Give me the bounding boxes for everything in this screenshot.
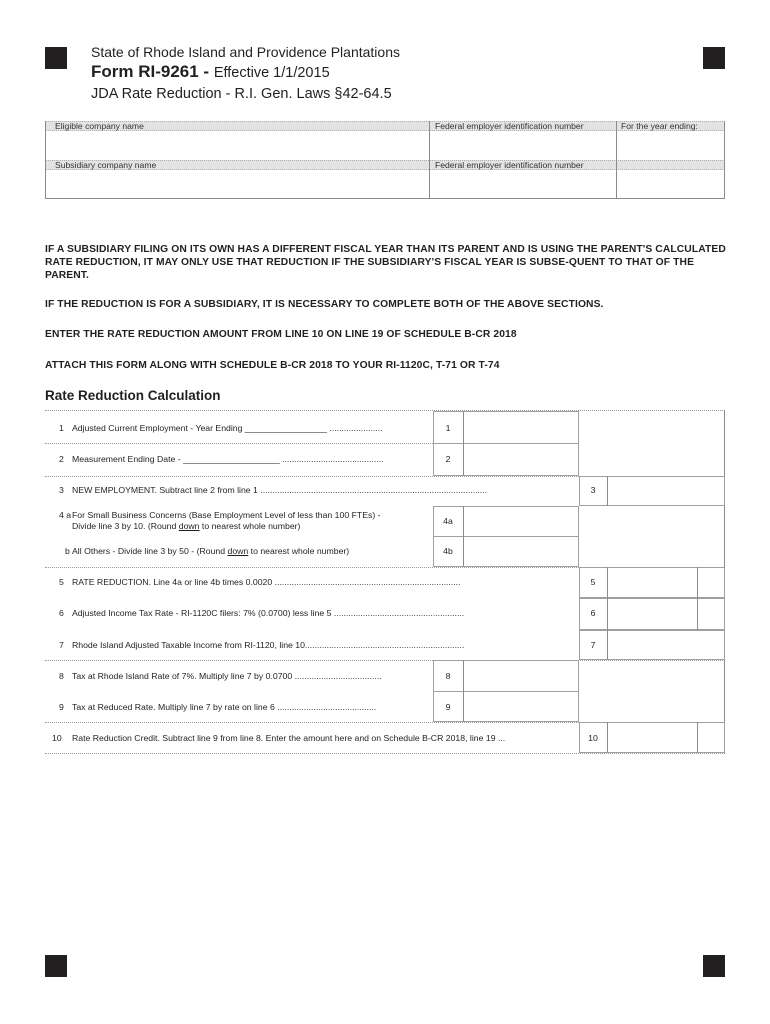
line-1-number: 1: [59, 423, 64, 433]
line-10-box-label: 10: [588, 733, 598, 743]
line-2-box-divider: [463, 443, 464, 476]
eligible-fein-input[interactable]: [431, 133, 614, 159]
line-4a-label-1: For Small Business Concerns (Base Employment Level of less than 100 FTEs) -: [72, 510, 381, 520]
line-10-number: 10: [52, 733, 62, 743]
line-4b-text-end: to nearest whole number): [248, 546, 350, 556]
instruction-subsidiary-fiscal-year: IF A SUBSIDIARY FILING ON ITS OWN HAS A DIFFERENT FISCAL YEAR THAN ITS PARENT AND IS USING THE PARENT'S CALCULATED RATE REDUCTION, IT MAY ONLY USE THAT REDUCTION IF THE SUBSIDIARY'S FISCAL YEAR IS SUBSE-QUENT TO THAT OF THE PARENT.: [45, 244, 726, 281]
line-7-number: 7: [59, 640, 64, 650]
form-subtitle: JDA Rate Reduction - R.I. Gen. Laws §42-64.5: [91, 86, 392, 102]
line-6-box-label: 6: [590, 608, 596, 618]
line-3-box-divider: [607, 476, 608, 506]
line-5-amount-field[interactable]: [579, 567, 725, 598]
line-4b-number: b: [65, 546, 70, 556]
line-10-label: Rate Reduction Credit. Subtract line 9 from line 8. Enter the amount here and on Schedule B-CR 2018, line 19 ...: [72, 733, 506, 743]
line-8-number: 8: [59, 671, 64, 681]
line-10-amount-field[interactable]: [579, 722, 725, 753]
line-4b-down: down: [227, 546, 249, 556]
fein-label-2: Federal employer identification number: [435, 160, 584, 170]
line-1-box-divider: [463, 411, 464, 443]
registration-mark-top-left: [45, 47, 67, 69]
line-7-label: Rhode Island Adjusted Taxable Income from RI-1120, line 10..................................................................: [72, 640, 465, 650]
line-8-label: Tax at Rhode Island Rate of 7%. Multiply line 7 by 0.0700 ....................................: [72, 671, 382, 681]
line-4a-down: down: [178, 521, 200, 531]
line-10-decimal-divider: [697, 722, 698, 753]
line-8-amount-field[interactable]: [433, 660, 579, 692]
line-4a-text: Divide line 3 by 10. (Round: [72, 521, 179, 531]
line-4a-label-2: [72, 521, 300, 531]
line-5-decimal-divider: [697, 567, 698, 598]
line-7-box-divider: [607, 630, 608, 660]
line-4a-text-end: to nearest whole number): [199, 521, 301, 531]
line-3-box-label: 3: [590, 485, 596, 495]
line-4a-number: 4 a: [59, 510, 72, 520]
line-1-amount-field[interactable]: [433, 411, 579, 443]
company-divider: [45, 198, 725, 199]
line-10-box-divider: [607, 722, 608, 753]
line-5-box-divider: [607, 567, 608, 598]
form-title: [91, 62, 330, 82]
line-8-box-label: 8: [445, 671, 451, 681]
line-2-number: 2: [59, 454, 64, 464]
registration-mark-bottom-left: [45, 955, 67, 977]
subsidiary-company-name-input[interactable]: [47, 172, 427, 197]
eligible-company-name-label: Eligible company name: [55, 121, 144, 131]
line-9-box-label: 9: [445, 702, 451, 712]
subsidiary-year-ending-input[interactable]: [618, 172, 722, 197]
year-ending-label: For the year ending:: [621, 121, 698, 131]
line-5-number: 5: [59, 577, 64, 587]
line-4b-box-label: 4b: [443, 546, 453, 556]
line-6-number: 6: [59, 608, 64, 618]
line-6-amount-field[interactable]: [579, 598, 725, 630]
line-7-rule: [45, 660, 725, 661]
line-3-number: 3: [59, 485, 64, 495]
line-9-label: Tax at Reduced Rate. Multiply line 7 by rate on line 6 .........................................: [72, 702, 377, 712]
line-1-label: Adjusted Current Employment - Year Ending _________________ ......................: [72, 423, 383, 433]
company-divider: [724, 121, 725, 199]
line-4b-amount-field[interactable]: [433, 537, 579, 567]
line-2-box-label: 2: [445, 454, 451, 464]
calc-top-rule: [45, 410, 725, 411]
line-7-box-label: 7: [590, 640, 596, 650]
form-number: Form RI-9261 -: [91, 62, 214, 81]
line-4a-amount-field[interactable]: [433, 506, 579, 537]
company-divider: [429, 121, 430, 199]
line-2-amount-field[interactable]: [433, 443, 579, 476]
line-9-number: 9: [59, 702, 64, 712]
line-4a-box-label: 4a: [443, 516, 453, 526]
subsidiary-fein-input[interactable]: [431, 172, 614, 197]
eligible-company-name-input[interactable]: [47, 133, 427, 159]
line-1-box-label: 1: [445, 423, 451, 433]
line-3-amount-field[interactable]: [579, 476, 725, 506]
year-ending-input[interactable]: [618, 133, 722, 159]
line-4b-box-divider: [463, 537, 464, 567]
line-5-box-label: 5: [590, 577, 596, 587]
calc-right-edge: [724, 411, 725, 476]
instruction-enter-line-10: ENTER THE RATE REDUCTION AMOUNT FROM LINE 10 ON LINE 19 OF SCHEDULE B-CR 2018: [45, 329, 517, 340]
line-7-amount-field[interactable]: [579, 630, 725, 660]
calc-right-edge-4: [724, 506, 725, 567]
instruction-attach-form: ATTACH THIS FORM ALONG WITH SCHEDULE B-CR 2018 TO YOUR RI-1120C, T-71 OR T-74: [45, 360, 500, 371]
line-9-amount-field[interactable]: [433, 692, 579, 722]
calc-right-edge-8: [724, 660, 725, 722]
line-6-label: Adjusted Income Tax Rate - RI-1120C filers: 7% (0.0700) less line 5 ......................................................: [72, 608, 465, 618]
line-6-decimal-divider: [697, 598, 698, 630]
state-name: State of Rhode Island and Providence Plantations: [91, 44, 400, 60]
calc-section-title: Rate Reduction Calculation: [45, 388, 221, 403]
line-4a-box-divider: [463, 506, 464, 537]
line-4b-text: All Others - Divide line 3 by 50 - (Round: [72, 546, 228, 556]
company-divider: [45, 121, 46, 199]
line-6-box-divider: [607, 598, 608, 630]
line-5-label: RATE REDUCTION. Line 4a or line 4b times 0.0020 .............................................................................: [72, 577, 461, 587]
registration-mark-bottom-right: [703, 955, 725, 977]
calc-bottom-rule: [45, 753, 725, 754]
instruction-complete-both-sections: IF THE REDUCTION IS FOR A SUBSIDIARY, IT IS NECESSARY TO COMPLETE BOTH OF THE ABOVE SECTIONS.: [45, 299, 604, 310]
registration-mark-top-right: [703, 47, 725, 69]
line-4b-label: [72, 546, 349, 556]
line-3-label: NEW EMPLOYMENT. Subtract line 2 from line 1 ..............................................................................................: [72, 485, 488, 495]
line-2-label: Measurement Ending Date - ____________________ ..........................................: [72, 454, 384, 464]
effective-date: Effective 1/1/2015: [213, 65, 330, 81]
line-8-box-divider: [463, 660, 464, 692]
subsidiary-company-name-label: Subsidiary company name: [55, 160, 157, 170]
line-9-box-divider: [463, 692, 464, 722]
company-divider: [616, 121, 617, 199]
fein-label: Federal employer identification number: [435, 121, 584, 131]
